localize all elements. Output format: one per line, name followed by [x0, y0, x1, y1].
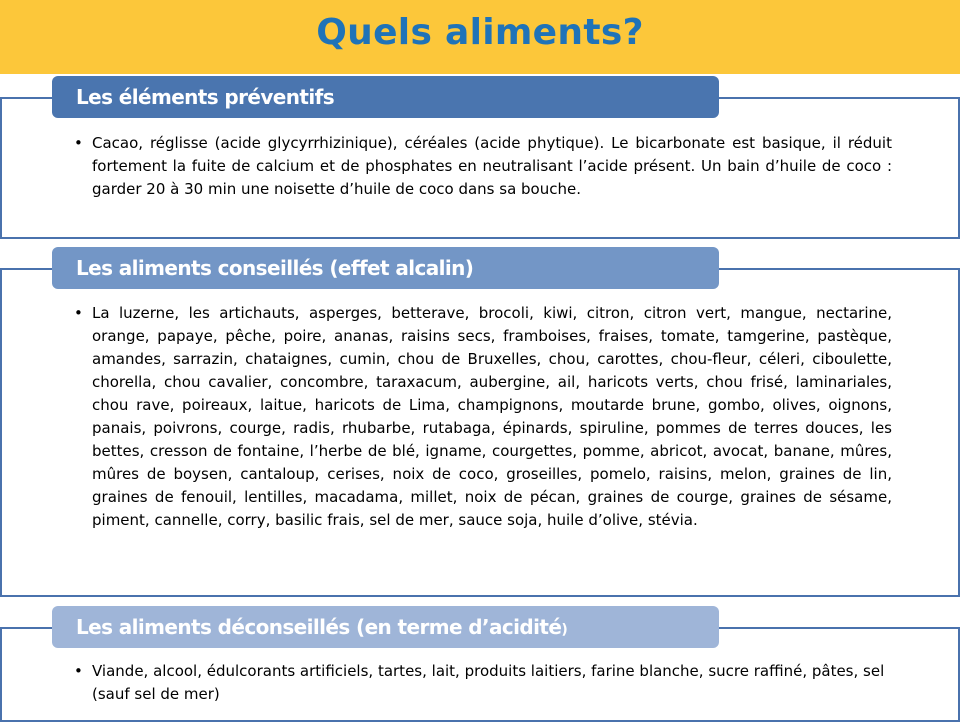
title-bar — [0, 0, 960, 74]
bullet-marker: • — [74, 662, 83, 680]
section-body-preventifs: Cacao, réglisse (acide glycyrrhizinique), céréales (acide phytique). Le bicarbonate est basique, il réduit fortement la fuite de calcium et de phosphates en neutralisant l’acide présent. Un bain d’huile de coco : garder 20 à 30 min une noisette d’huile de coco dans sa bouche. — [92, 134, 892, 198]
bullet-marker: • — [74, 134, 83, 152]
section-header-conseilles: Les aliments conseillés (effet alcalin) — [52, 247, 719, 289]
slide-title: Quels aliments? — [316, 12, 644, 53]
section-body-conseilles: La luzerne, les artichauts, asperges, betterave, brocoli, kiwi, citron, citron vert, mangue, nectarine, orange, papaye, pêche, poire, ananas, raisins secs, framboises, fraises, tomate, tamgerine, pastèque, amandes, sarrazin, chataignes, cumin, chou de Bruxelles, chou, carottes, chou-fleur, céleri, ciboulette, chorella, chou cavalier, concombre, taraxacum, aubergine, ail, haricots verts, chou frisé, laminariales, chou rave, poireaux, laitue, haricots de Lima, champignons, moutarde brune, gombo, olives, oignons, panais, poivrons, courge, radis, rhubarbe, rutabaga, épinards, spiruline, pommes de terres douces, les bettes, cresson de fontaine, l’herbe de blé, igname, courgettes, pomme, abricot, avocat, banane, mûres, mûres de boysen, cantaloup, cerises, noix de coco, groseilles, pomelo, raisins, melon, graines de lin, graines de fenouil, lentilles, macadama, millet, noix de pécan, graines de courge, graines de sésame, piment, cannelle, corry, basilic frais, sel de mer, sauce soja, huile d’olive, stévia. — [92, 304, 892, 529]
bullet-marker: • — [74, 304, 83, 322]
section-header-deconseilles — [52, 606, 719, 648]
section-header-deconseilles-paren: ) — [561, 622, 568, 638]
section-header-preventifs: Les éléments préventifs — [52, 76, 719, 118]
section-body-deconseilles: Viande, alcool, édulcorants artificiels, tartes, lait, produits laitiers, farine blanche, sucre raffiné, pâtes, sel (sauf sel de mer) — [92, 662, 885, 703]
section-header-deconseilles-text: Les aliments déconseillés (en terme d’acidité — [76, 615, 562, 639]
